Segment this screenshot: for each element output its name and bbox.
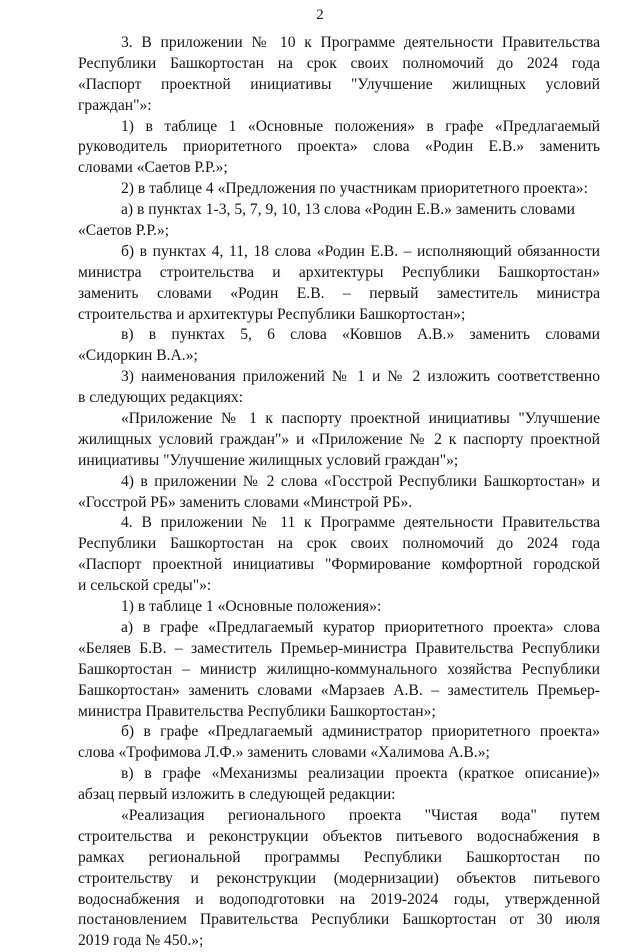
- text-line: слова «Трофимова Л.Ф.» заменить словами «Халимова А.В.»;: [78, 744, 490, 762]
- text-line: заменить словами «Родин Е.В. – первый заместитель министра: [78, 284, 600, 302]
- text-line: 2) в таблице 4 «Предложения по участникам приоритетного проекта»:: [121, 180, 588, 198]
- text-line: Республики Башкортостан на срок своих полномочий до 2024 года: [78, 54, 600, 72]
- text-line: и сельской среды"»:: [78, 577, 212, 595]
- text-line: Башкортостан – министр жилищно-коммунального хозяйства Республики: [78, 660, 600, 678]
- text-line: «Сидоркин В.А.»;: [78, 347, 198, 365]
- text-line: жилищных условий граждан"» и «Приложение № 2 к паспорту проектной: [78, 430, 600, 448]
- page-number: 2: [316, 7, 324, 23]
- text-line: строительству и реконструкции (модернизации) объектов питьевого: [78, 869, 600, 887]
- text-line: руководитель приоритетного проекта» слова «Родин Е.В.» заменить: [78, 138, 600, 156]
- text-line: словами «Саетов Р.Р.»;: [78, 159, 228, 177]
- text-line: «Госстрой РБ» заменить словами «Минстрой РБ».: [78, 493, 413, 511]
- text-line: министра Правительства Республики Башкортостан»;: [78, 702, 436, 720]
- text-line: водоснабжения и водоподготовки на 2019-2024 годы, утвержденной: [78, 890, 600, 908]
- text-line: инициативы "Улучшение жилищных условий граждан"»;: [78, 451, 459, 469]
- text-line: «Беляев Б.В. – заместитель Премьер-министра Правительства Республики: [78, 639, 600, 657]
- text-line: «Паспорт проектной инициативы "Формирование комфортной городской: [78, 556, 600, 574]
- text-line: министра строительства и архитектуры Республики Башкортостан»: [78, 263, 600, 281]
- text-line: граждан"»:: [78, 96, 152, 114]
- text-line: в) в графе «Механизмы реализации проекта (краткое описание)»: [121, 765, 600, 783]
- text-line: 3. В приложении № 10 к Программе деятельности Правительства: [121, 34, 600, 51]
- text-line: Республики Башкортостан на срок своих полномочий до 2024 года: [78, 535, 600, 553]
- text-line: «Реализация регионального проекта "Чистая вода" путем: [121, 806, 600, 824]
- text-line: Башкортостан» заменить словами «Марзаев А.В. – заместитель Премьер-: [78, 681, 600, 699]
- text-line: б) в пунктах 4, 11, 18 слова «Родин Е.В. – исполняющий обязанности: [121, 242, 600, 260]
- text-line: в следующих редакциях:: [78, 389, 244, 407]
- text-line: «Приложение № 1 к паспорту проектной инициативы "Улучшение: [121, 410, 600, 428]
- text-line: 4) в приложении № 2 слова «Госстрой Республики Башкортостан» и: [121, 472, 600, 490]
- text-line: строительства и архитектуры Республики Башкортостан»;: [78, 305, 466, 323]
- text-line: а) в пунктах 1-3, 5, 7, 9, 10, 13 слова «Родин Е.В.» заменить словами: [121, 201, 576, 219]
- text-line: рамках региональной программы Республики Башкортостан по: [78, 848, 600, 866]
- text-line: постановлением Правительства Республики Башкортостан от 30 июля: [78, 911, 600, 929]
- text-line: а) в графе «Предлагаемый куратор приоритетного проекта» слова: [121, 618, 600, 636]
- text-line: 2019 года № 450.»;: [78, 932, 204, 950]
- text-line: «Саетов Р.Р.»;: [78, 222, 170, 240]
- text-line: б) в графе «Предлагаемый администратор приоритетного проекта»: [121, 723, 600, 741]
- document-body: [78, 33, 600, 952]
- text-line: строительства и реконструкции объектов питьевого водоснабжения в: [78, 827, 600, 845]
- text-line: 4. В приложении № 11 к Программе деятельности Правительства: [121, 514, 600, 532]
- text-line: абзац первый изложить в следующей редакции:: [78, 786, 396, 804]
- text-line: «Паспорт проектной инициативы "Улучшение жилищных условий: [78, 75, 600, 93]
- text-line: 1) в таблице 1 «Основные положения» в графе «Предлагаемый: [121, 117, 600, 135]
- text-line: 3) наименования приложений № 1 и № 2 изложить соответственно: [121, 368, 600, 386]
- text-line: в) в пунктах 5, 6 слова «Ковшов А.В.» заменить словами: [121, 326, 600, 344]
- text-line: 1) в таблице 1 «Основные положения»:: [121, 598, 382, 616]
